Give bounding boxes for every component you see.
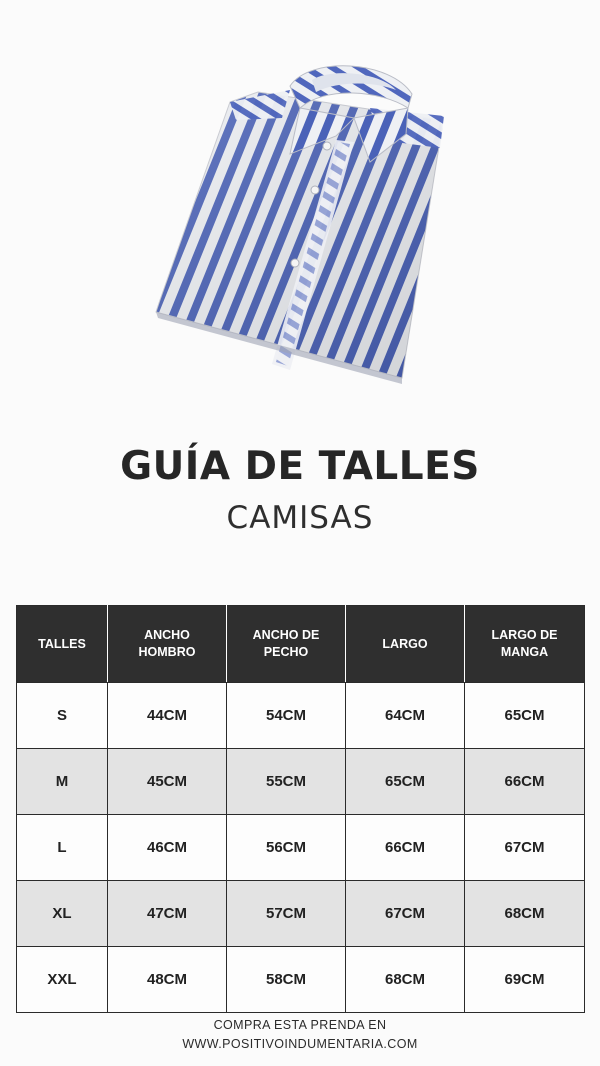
size-cell: XL bbox=[17, 881, 108, 947]
table-cell: 58CM bbox=[227, 947, 346, 1013]
table-cell: 66CM bbox=[346, 815, 465, 881]
size-table bbox=[16, 605, 585, 1013]
table-cell: 46CM bbox=[108, 815, 227, 881]
size-cell: M bbox=[17, 749, 108, 815]
footer bbox=[0, 1016, 600, 1054]
table-cell: 64CM bbox=[346, 683, 465, 749]
table-header-row bbox=[17, 606, 585, 683]
column-header-ancho-pecho: ANCHO DE PECHO bbox=[227, 606, 346, 683]
page-subtitle: CAMISAS bbox=[226, 500, 374, 536]
table-cell: 68CM bbox=[346, 947, 465, 1013]
column-header-ancho-hombro: ANCHO HOMBRO bbox=[108, 606, 227, 683]
table-row bbox=[17, 683, 585, 749]
size-cell: L bbox=[17, 815, 108, 881]
table-cell: 65CM bbox=[465, 683, 585, 749]
footer-cta-text: COMPRA ESTA PRENDA EN bbox=[213, 1018, 387, 1032]
table-cell: 45CM bbox=[108, 749, 227, 815]
table-cell: 47CM bbox=[108, 881, 227, 947]
column-header-talles: TALLES bbox=[17, 606, 108, 683]
table-row bbox=[17, 881, 585, 947]
size-cell: S bbox=[17, 683, 108, 749]
table-cell: 44CM bbox=[108, 683, 227, 749]
table-cell: 69CM bbox=[465, 947, 585, 1013]
table-row bbox=[17, 815, 585, 881]
product-image bbox=[140, 50, 460, 390]
table-cell: 66CM bbox=[465, 749, 585, 815]
footer-website-link[interactable]: WWW.POSITIVOINDUMENTARIA.COM bbox=[182, 1037, 418, 1051]
column-header-largo-manga: LARGO DE MANGA bbox=[465, 606, 585, 683]
table-cell: 54CM bbox=[227, 683, 346, 749]
table-cell: 55CM bbox=[227, 749, 346, 815]
table-cell: 65CM bbox=[346, 749, 465, 815]
table-row bbox=[17, 749, 585, 815]
table-cell: 48CM bbox=[108, 947, 227, 1013]
striped-shirt-icon bbox=[140, 50, 460, 390]
column-header-largo: LARGO bbox=[346, 606, 465, 683]
page-title: GUÍA DE TALLES bbox=[120, 444, 480, 489]
table-row bbox=[17, 947, 585, 1013]
table-cell: 68CM bbox=[465, 881, 585, 947]
table-cell: 67CM bbox=[465, 815, 585, 881]
size-cell: XXL bbox=[17, 947, 108, 1013]
table-cell: 67CM bbox=[346, 881, 465, 947]
table-cell: 57CM bbox=[227, 881, 346, 947]
table-cell: 56CM bbox=[227, 815, 346, 881]
